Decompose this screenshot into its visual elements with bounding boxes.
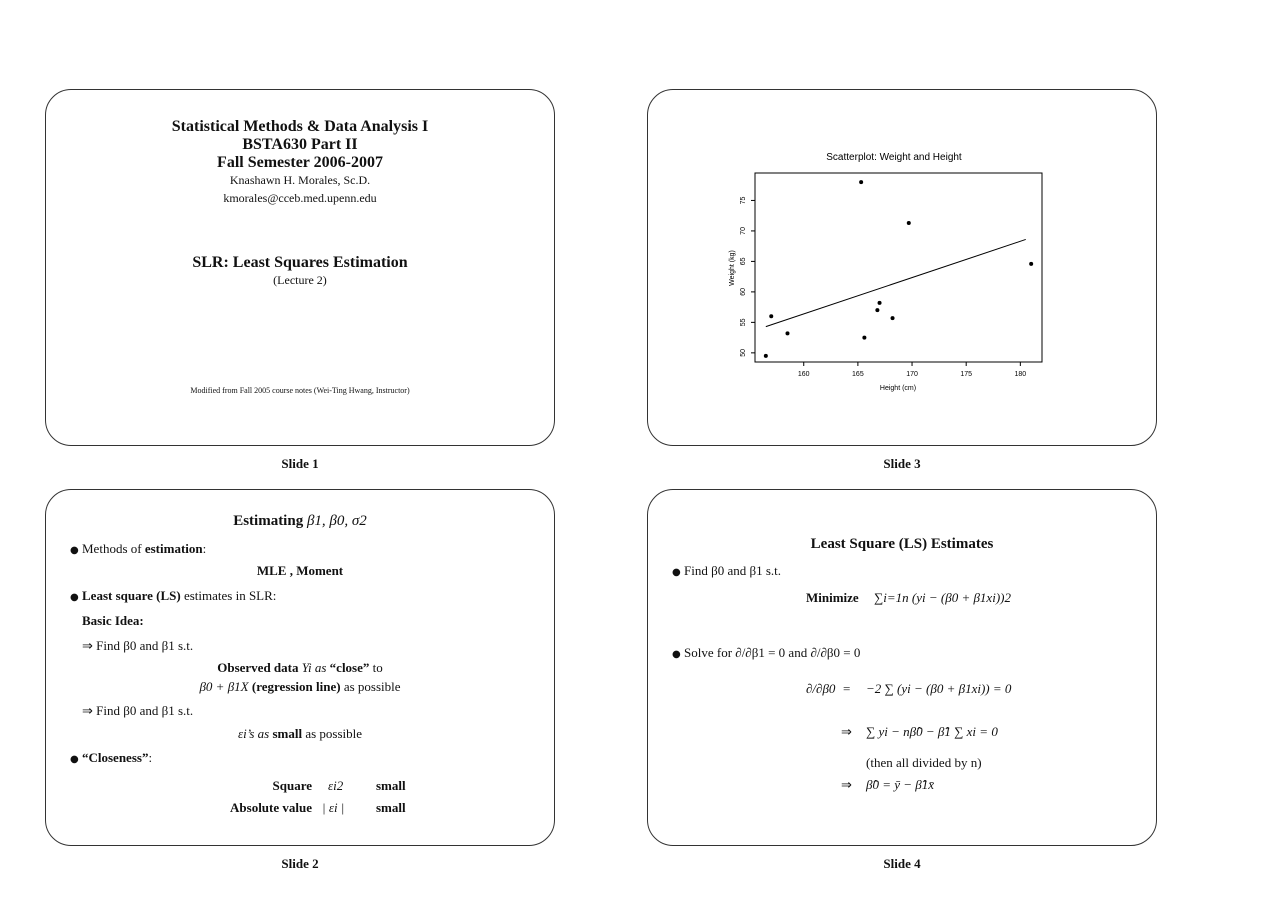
lecture-title: SLR: Least Squares Estimation (192, 254, 408, 271)
data-point (878, 301, 882, 305)
regression-line (766, 239, 1026, 326)
regression-line-text (46, 679, 554, 695)
eq2: ∑ yi − nβ̂0 − β̂1 ∑ xi = 0 (866, 724, 998, 739)
slide-2 (45, 489, 555, 846)
eq1-lhs: ∂/∂β0 (806, 681, 836, 696)
course-title: Statistical Methods & Data Analysis I (171, 118, 429, 135)
data-point (764, 354, 768, 358)
y-tick-label: 60 (740, 287, 747, 296)
bullet-icon: ● (672, 649, 681, 660)
data-point (891, 316, 895, 320)
slide-2-title (46, 513, 554, 530)
bullet-least-square (82, 588, 276, 604)
y-tick-label: 50 (740, 348, 747, 357)
abs-label: Absolute value (230, 800, 312, 815)
bullet-find: Find β0 and β1 s.t. (684, 563, 782, 578)
eq1-rhs: −2 ∑ (yi − (β0 + β1xi)) = 0 (866, 681, 1012, 696)
title-math: β1, β0, σ2 (306, 513, 367, 529)
data-point (862, 336, 866, 340)
observed-data-line (46, 660, 554, 676)
slide-4-title: Least Square (LS) Estimates (810, 536, 994, 552)
obs-to: to (372, 660, 383, 675)
data-point (785, 331, 789, 335)
x-axis-label: Height (cm) (879, 385, 917, 392)
bullet-icon: ● (70, 754, 79, 765)
obs-bold: Observed data (217, 660, 299, 675)
abs-symbol: | εi | (322, 800, 345, 815)
x-tick-label: 180 (1014, 371, 1027, 378)
slide-3-caption: Slide 3 (883, 456, 921, 471)
obs-close: “close” (329, 660, 370, 675)
closeness-post: : (148, 750, 153, 765)
bullet-icon: ● (672, 567, 681, 578)
data-point (875, 308, 879, 312)
methods-bold: estimation (144, 541, 203, 556)
closeness-bold: “Closeness” (82, 750, 149, 765)
chart-title: Scatterplot: Weight and Height (826, 152, 962, 163)
find-line-2: ⇒ Find β0 and β1 s.t. (82, 703, 194, 718)
bullet-methods (82, 541, 206, 557)
semester: Fall Semester 2006-2007 (217, 154, 383, 171)
slide-4 (647, 489, 1157, 846)
email: kmorales@cceb.med.upenn.edu (223, 191, 377, 205)
x-tick-label: 165 (852, 371, 864, 378)
bullet-icon: ● (70, 545, 79, 556)
data-point (859, 180, 863, 184)
minimize-label: Minimize (806, 590, 859, 605)
square-symbol: εi2 (328, 778, 344, 793)
slide-2-caption: Slide 2 (281, 856, 319, 871)
data-point (1029, 262, 1033, 266)
abs-value: small (376, 800, 406, 815)
eps-post: as possible (305, 726, 363, 741)
slide-1 (45, 89, 555, 446)
find-line-1: ⇒ Find β0 and β1 s.t. (82, 638, 194, 653)
reg-post: as possible (343, 679, 401, 694)
mle-moment: MLE , Moment (256, 563, 344, 578)
eps-bold: small (272, 726, 303, 741)
ls-bold: Least square (LS) (82, 588, 181, 603)
course-code: BSTA630 Part II (242, 136, 358, 153)
y-tick-label: 55 (740, 318, 747, 327)
x-tick-label: 160 (797, 371, 810, 378)
data-point (769, 314, 773, 318)
square-label: Square (272, 778, 312, 793)
y-tick-label: 65 (740, 257, 747, 266)
eq1-equals: = (843, 681, 851, 696)
minimize-expression: ∑i=1n (yi − (β0 + β1xi))2 (874, 590, 1011, 605)
data-point (907, 221, 911, 225)
scatterplot (648, 90, 1156, 445)
slide-3 (647, 89, 1157, 446)
author: Knashawn H. Morales, Sc.D. (229, 173, 371, 187)
eq4: β̂0 = ȳ − β̂1x̄ (866, 777, 935, 792)
x-tick-label: 170 (906, 371, 918, 378)
eq2-arrow: ⇒ (841, 724, 852, 739)
footnote: Modified from Fall 2005 course notes (Wei-Ting Hwang, Instructor) (190, 386, 410, 395)
reg-pre: β0 + β1X (199, 679, 249, 694)
ls-post: estimates in SLR: (183, 588, 277, 603)
x-tick-label: 175 (960, 371, 973, 378)
methods-pre: Methods of (82, 541, 142, 556)
eq4-arrow: ⇒ (841, 777, 852, 792)
bullet-closeness (82, 750, 152, 766)
y-tick-label: 70 (740, 227, 747, 235)
basic-idea: Basic Idea: (82, 613, 144, 628)
square-value: small (376, 778, 406, 793)
obs-mid: Yi as (301, 660, 327, 675)
bullet-solve: Solve for ∂/∂β1 = 0 and ∂/∂β0 = 0 (684, 645, 861, 660)
methods-post: : (202, 541, 207, 556)
plot-frame (755, 173, 1042, 362)
lecture-number: (Lecture 2) (273, 273, 327, 287)
epsilon-line (46, 726, 554, 742)
y-tick-label: 75 (740, 196, 747, 205)
slide-4-caption: Slide 4 (883, 856, 921, 871)
eps-pre: εi’s as (237, 726, 270, 741)
reg-bold: (regression line) (251, 679, 341, 694)
title-text: Estimating (233, 513, 304, 529)
y-axis-label: Weight (kg) (729, 250, 736, 286)
eq3-note: (then all divided by n) (866, 755, 982, 770)
bullet-icon: ● (70, 592, 79, 603)
slide-1-caption: Slide 1 (281, 456, 319, 471)
